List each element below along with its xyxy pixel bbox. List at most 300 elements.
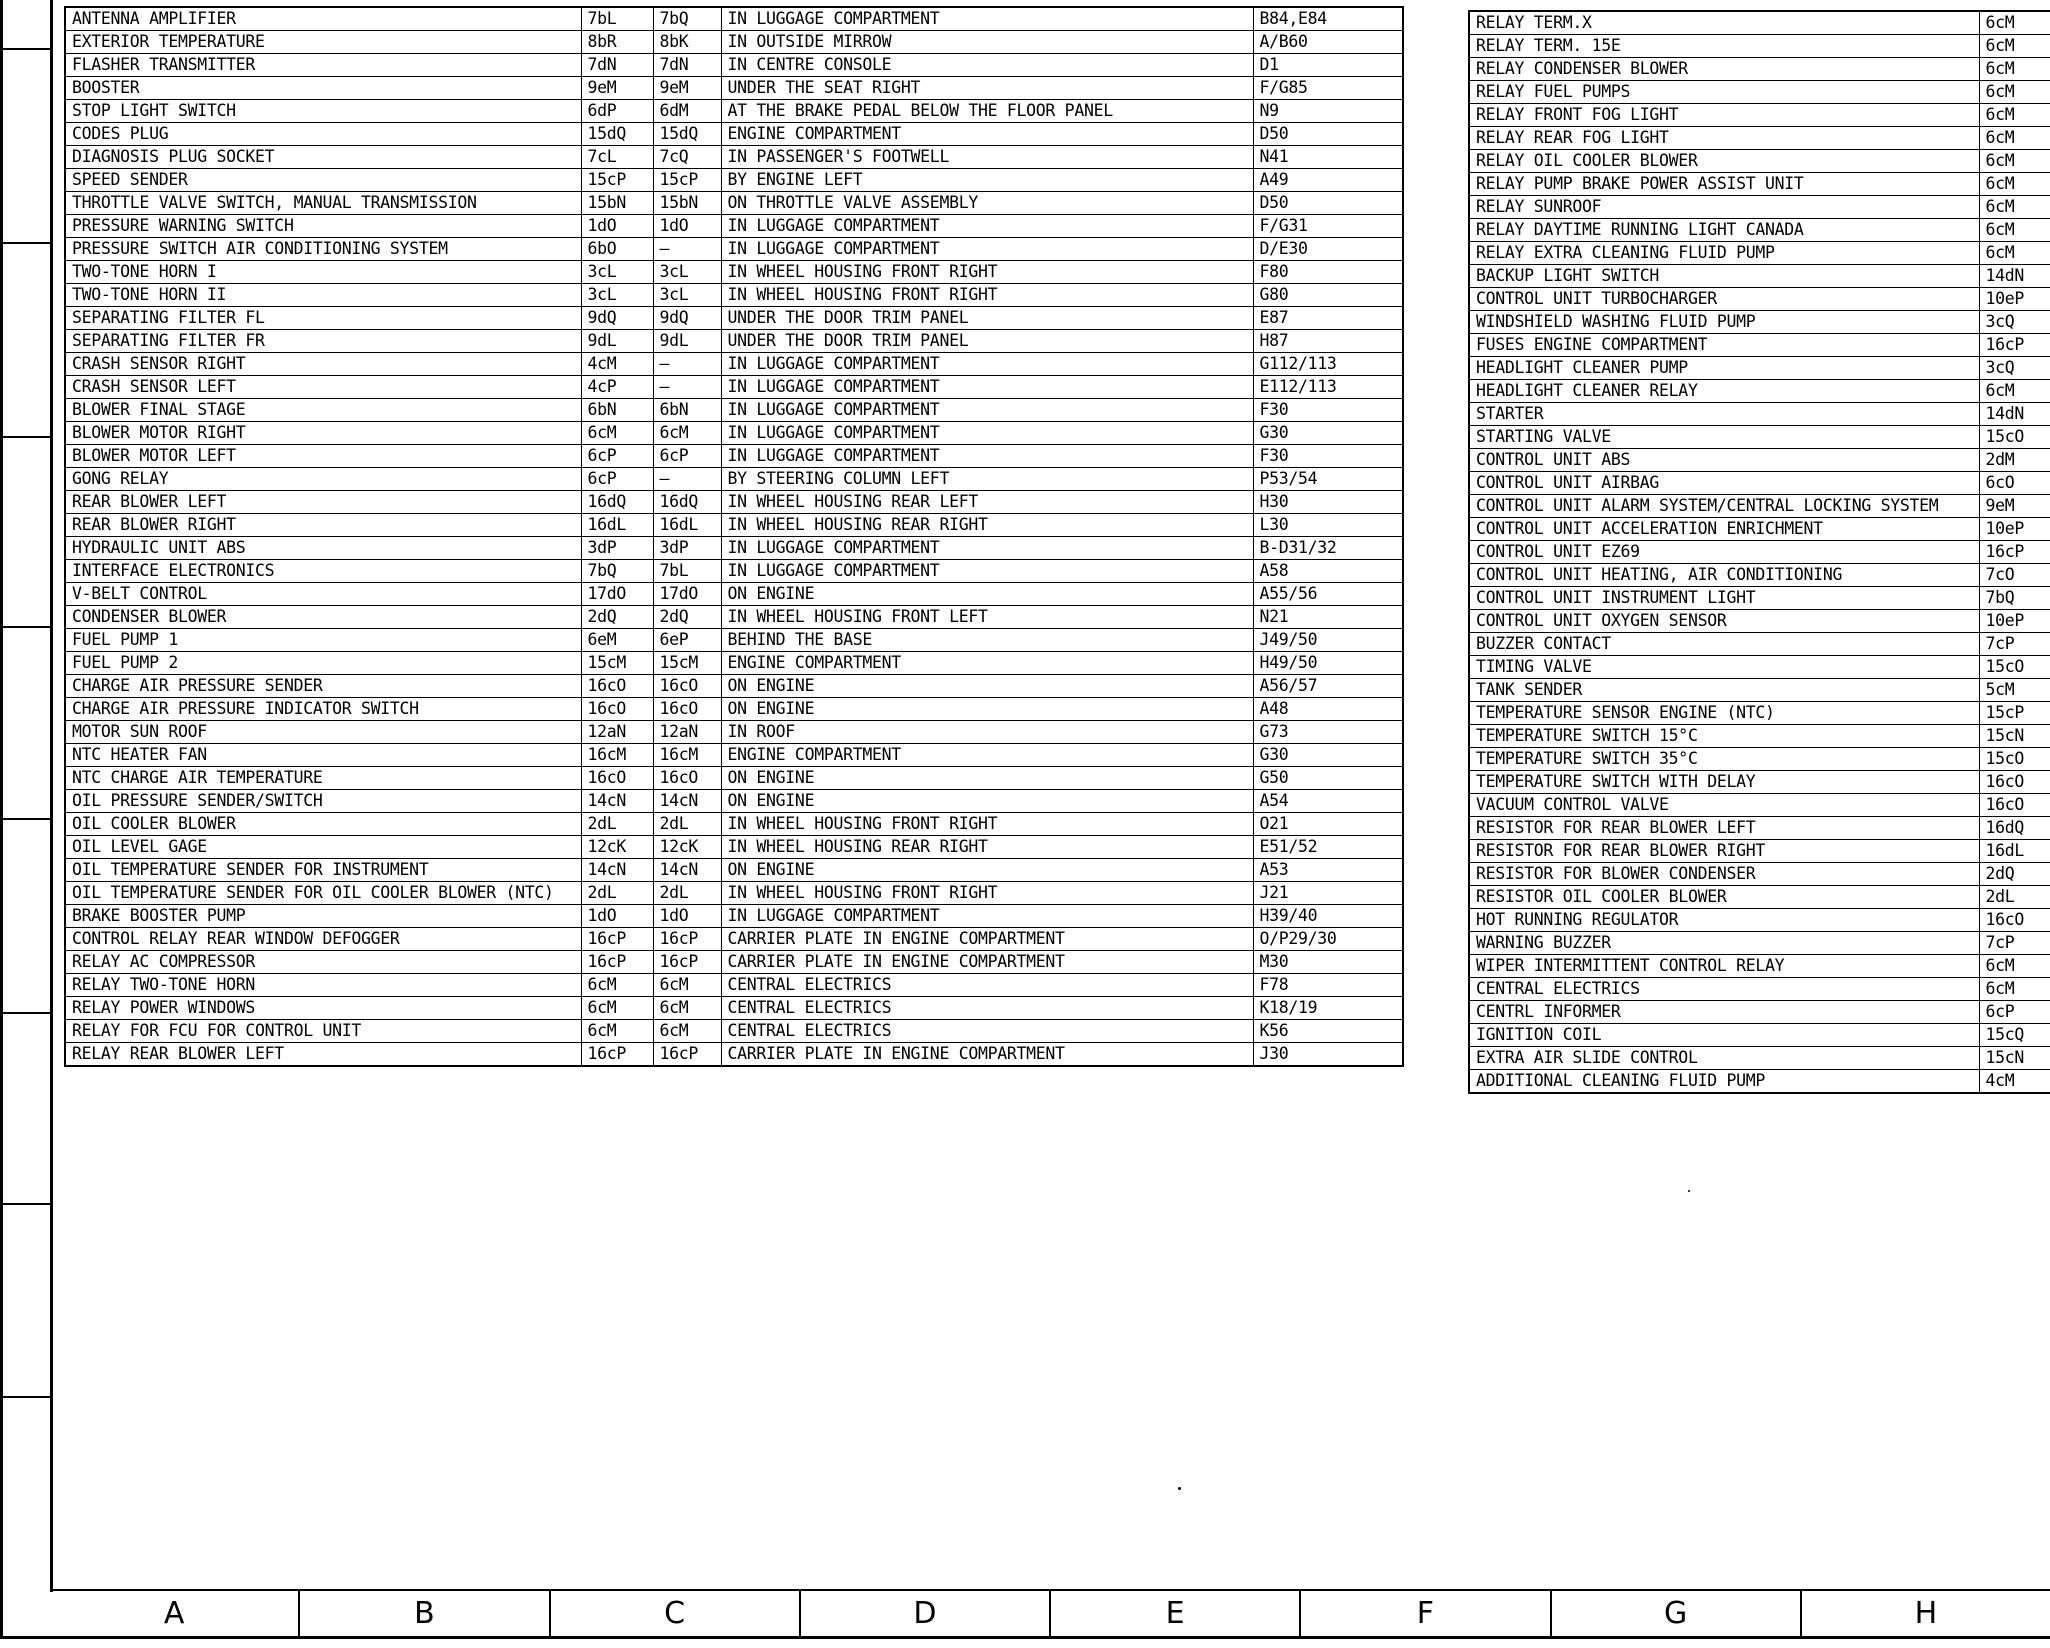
- grid-ref-cell: 3cQ: [1979, 357, 2050, 380]
- grid-ref-alt-cell: 1dO: [653, 905, 721, 928]
- connector-cell: A48: [1253, 698, 1403, 721]
- grid-ref-cell: 15bN: [581, 192, 653, 215]
- grid-ref-cell: 6eM: [581, 629, 653, 652]
- grid-ref-cell: 16dQ: [1979, 817, 2050, 840]
- connector-cell: J21: [1253, 882, 1403, 905]
- grid-ref-cell: 16cP: [1979, 334, 2050, 357]
- table-row: [65, 330, 1403, 353]
- table-row: [1469, 702, 2050, 725]
- grid-ref-cell: 6cM: [1979, 104, 2050, 127]
- table-row: [1469, 150, 2050, 173]
- grid-ref-cell: 6cP: [581, 445, 653, 468]
- connector-cell: G50: [1253, 767, 1403, 790]
- grid-ref-cell: 7dN: [581, 54, 653, 77]
- connector-cell: N9: [1253, 100, 1403, 123]
- component-name-cell: CONTROL RELAY REAR WINDOW DEFOGGER: [65, 928, 581, 951]
- grid-ref-cell: 1dO: [581, 215, 653, 238]
- grid-ref-cell: 2dL: [581, 882, 653, 905]
- grid-ref-alt-cell: 7bL: [653, 560, 721, 583]
- component-name-cell: TANK SENDER: [1469, 679, 1979, 702]
- location-cell: IN LUGGAGE COMPARTMENT: [721, 537, 1253, 560]
- grid-ref-cell: 6dP: [581, 100, 653, 123]
- component-name-cell: CRASH SENSOR LEFT: [65, 376, 581, 399]
- grid-ref-cell: 6cM: [581, 997, 653, 1020]
- table-row: [1469, 610, 2050, 633]
- location-cell: IN OUTSIDE MIRROW: [721, 31, 1253, 54]
- grid-ref-cell: 16dL: [1979, 840, 2050, 863]
- component-name-cell: V-BELT CONTROL: [65, 583, 581, 606]
- grid-ref-alt-cell: 6cM: [653, 422, 721, 445]
- component-name-cell: TWO-TONE HORN I: [65, 261, 581, 284]
- table-row: [1469, 196, 2050, 219]
- grid-ref-cell: 15cO: [1979, 656, 2050, 679]
- location-cell: IN LUGGAGE COMPARTMENT: [721, 353, 1253, 376]
- table-row: [65, 583, 1403, 606]
- table-row: [65, 146, 1403, 169]
- grid-ref-cell: 2dQ: [1979, 863, 2050, 886]
- table-row: [1469, 472, 2050, 495]
- table-row: [65, 123, 1403, 146]
- grid-ref-alt-cell: 16cP: [653, 1043, 721, 1067]
- table-row: [65, 905, 1403, 928]
- table-row: [65, 675, 1403, 698]
- table-row: [1469, 840, 2050, 863]
- table-row: [1469, 334, 2050, 357]
- grid-ref-cell: 6cM: [1979, 11, 2050, 35]
- component-location-table-left: [64, 6, 1404, 1067]
- grid-ref-cell: 6cM: [1979, 219, 2050, 242]
- component-name-cell: CHARGE AIR PRESSURE SENDER: [65, 675, 581, 698]
- component-name-cell: CHARGE AIR PRESSURE INDICATOR SWITCH: [65, 698, 581, 721]
- grid-ref-cell: 6cM: [1979, 81, 2050, 104]
- component-name-cell: RELAY REAR FOG LIGHT: [1469, 127, 1979, 150]
- component-name-cell: TWO-TONE HORN II: [65, 284, 581, 307]
- component-name-cell: CONTROL UNIT OXYGEN SENSOR: [1469, 610, 1979, 633]
- grid-ref-cell: 2dL: [581, 813, 653, 836]
- grid-ref-cell: 6cP: [581, 468, 653, 491]
- connector-cell: G73: [1253, 721, 1403, 744]
- grid-ref-cell: 8bR: [581, 31, 653, 54]
- table-row: [65, 790, 1403, 813]
- component-name-cell: OIL LEVEL GAGE: [65, 836, 581, 859]
- location-cell: IN WHEEL HOUSING FRONT RIGHT: [721, 261, 1253, 284]
- grid-ref-alt-cell: —: [653, 353, 721, 376]
- location-cell: ON ENGINE: [721, 583, 1253, 606]
- location-cell: IN LUGGAGE COMPARTMENT: [721, 376, 1253, 399]
- location-cell: UNDER THE SEAT RIGHT: [721, 77, 1253, 100]
- table-row: [1469, 173, 2050, 196]
- grid-ref-alt-cell: 3cL: [653, 284, 721, 307]
- component-name-cell: REAR BLOWER RIGHT: [65, 514, 581, 537]
- table-row: [1469, 357, 2050, 380]
- table-row: [65, 974, 1403, 997]
- table-row: [1469, 35, 2050, 58]
- connector-cell: J30: [1253, 1043, 1403, 1067]
- grid-ref-cell: 6cM: [581, 422, 653, 445]
- margin-tick: [0, 436, 50, 438]
- table-row: [65, 629, 1403, 652]
- grid-ref-cell: 6cM: [1979, 978, 2050, 1001]
- location-cell: CARRIER PLATE IN ENGINE COMPARTMENT: [721, 928, 1253, 951]
- location-cell: ENGINE COMPARTMENT: [721, 744, 1253, 767]
- connector-cell: B-D31/32: [1253, 537, 1403, 560]
- margin-tick: [0, 48, 50, 50]
- table-row: [1469, 495, 2050, 518]
- location-cell: ON THROTTLE VALVE ASSEMBLY: [721, 192, 1253, 215]
- component-name-cell: CENTRAL ELECTRICS: [1469, 978, 1979, 1001]
- grid-ref-alt-cell: 6cM: [653, 974, 721, 997]
- table-row: [65, 859, 1403, 882]
- table-row: [1469, 219, 2050, 242]
- grid-column-label: C: [551, 1591, 801, 1636]
- table-row: [1469, 978, 2050, 1001]
- table-row: [65, 7, 1403, 31]
- grid-ref-alt-cell: 16cO: [653, 767, 721, 790]
- connector-cell: N41: [1253, 146, 1403, 169]
- grid-ref-cell: 16cO: [1979, 909, 2050, 932]
- grid-ref-alt-cell: 15dQ: [653, 123, 721, 146]
- grid-ref-cell: 9dQ: [581, 307, 653, 330]
- table-row: [65, 813, 1403, 836]
- grid-ref-cell: 12aN: [581, 721, 653, 744]
- grid-ref-alt-cell: 7cQ: [653, 146, 721, 169]
- connector-cell: L30: [1253, 514, 1403, 537]
- connector-cell: A58: [1253, 560, 1403, 583]
- component-name-cell: TEMPERATURE SWITCH 15°C: [1469, 725, 1979, 748]
- table-row: [65, 284, 1403, 307]
- component-name-cell: CONDENSER BLOWER: [65, 606, 581, 629]
- stray-mark: [1688, 1190, 1690, 1192]
- grid-ref-cell: 15cM: [581, 652, 653, 675]
- table-row: [1469, 955, 2050, 978]
- grid-ref-alt-cell: 16dL: [653, 514, 721, 537]
- grid-ref-cell: 16cO: [581, 767, 653, 790]
- table-row: [1469, 518, 2050, 541]
- connector-cell: H30: [1253, 491, 1403, 514]
- grid-ref-alt-cell: 3dP: [653, 537, 721, 560]
- grid-ref-cell: 16cP: [581, 1043, 653, 1067]
- grid-ref-cell: 6cM: [1979, 58, 2050, 81]
- grid-ref-cell: 14dN: [1979, 403, 2050, 426]
- component-name-cell: RELAY TWO-TONE HORN: [65, 974, 581, 997]
- connector-cell: M30: [1253, 951, 1403, 974]
- grid-ref-cell: 6cM: [1979, 242, 2050, 265]
- table-row: [1469, 81, 2050, 104]
- grid-ref-cell: 16dQ: [581, 491, 653, 514]
- location-cell: CENTRAL ELECTRICS: [721, 974, 1253, 997]
- grid-ref-alt-cell: 6eP: [653, 629, 721, 652]
- grid-ref-alt-cell: 15bN: [653, 192, 721, 215]
- component-name-cell: BUZZER CONTACT: [1469, 633, 1979, 656]
- grid-ref-cell: 1dO: [581, 905, 653, 928]
- connector-cell: H49/50: [1253, 652, 1403, 675]
- component-name-cell: HEADLIGHT CLEANER RELAY: [1469, 380, 1979, 403]
- location-cell: ON ENGINE: [721, 790, 1253, 813]
- table-row: [1469, 1024, 2050, 1047]
- grid-ref-alt-cell: 9dL: [653, 330, 721, 353]
- grid-column-label: G: [1552, 1591, 1802, 1636]
- component-name-cell: RELAY REAR BLOWER LEFT: [65, 1043, 581, 1067]
- table-row: [65, 951, 1403, 974]
- table-row: [1469, 564, 2050, 587]
- grid-ref-cell: 16cO: [1979, 771, 2050, 794]
- grid-ref-cell: 6cM: [1979, 173, 2050, 196]
- location-cell: CENTRAL ELECTRICS: [721, 997, 1253, 1020]
- table-row: [65, 261, 1403, 284]
- connector-cell: G112/113: [1253, 353, 1403, 376]
- component-name-cell: OIL PRESSURE SENDER/SWITCH: [65, 790, 581, 813]
- component-name-cell: REAR BLOWER LEFT: [65, 491, 581, 514]
- location-cell: IN CENTRE CONSOLE: [721, 54, 1253, 77]
- grid-ref-cell: 14cN: [581, 790, 653, 813]
- component-name-cell: NTC CHARGE AIR TEMPERATURE: [65, 767, 581, 790]
- grid-column-label: F: [1301, 1591, 1551, 1636]
- table-row: [1469, 656, 2050, 679]
- grid-ref-cell: 10eP: [1979, 610, 2050, 633]
- grid-ref-cell: 6cP: [1979, 1001, 2050, 1024]
- grid-ref-alt-cell: 2dL: [653, 882, 721, 905]
- grid-ref-cell: 16cO: [581, 675, 653, 698]
- component-name-cell: SEPARATING FILTER FR: [65, 330, 581, 353]
- location-cell: IN LUGGAGE COMPARTMENT: [721, 560, 1253, 583]
- component-name-cell: TIMING VALVE: [1469, 656, 1979, 679]
- table-row: [1469, 1070, 2050, 1094]
- table-row: [1469, 863, 2050, 886]
- grid-ref-cell: 6cM: [1979, 150, 2050, 173]
- location-cell: BY STEERING COLUMN LEFT: [721, 468, 1253, 491]
- margin-tick: [0, 626, 50, 628]
- table-row: [1469, 725, 2050, 748]
- connector-cell: F78: [1253, 974, 1403, 997]
- location-cell: IN LUGGAGE COMPARTMENT: [721, 422, 1253, 445]
- component-name-cell: BACKUP LIGHT SWITCH: [1469, 265, 1979, 288]
- table-row: [1469, 242, 2050, 265]
- component-name-cell: RELAY SUNROOF: [1469, 196, 1979, 219]
- grid-ref-cell: 16dL: [581, 514, 653, 537]
- component-name-cell: TEMPERATURE SWITCH 35°C: [1469, 748, 1979, 771]
- component-name-cell: BLOWER MOTOR RIGHT: [65, 422, 581, 445]
- component-name-cell: HOT RUNNING REGULATOR: [1469, 909, 1979, 932]
- connector-cell: H39/40: [1253, 905, 1403, 928]
- connector-cell: D50: [1253, 192, 1403, 215]
- location-cell: IN WHEEL HOUSING FRONT RIGHT: [721, 284, 1253, 307]
- component-name-cell: STOP LIGHT SWITCH: [65, 100, 581, 123]
- grid-ref-alt-cell: 6cM: [653, 997, 721, 1020]
- connector-cell: H87: [1253, 330, 1403, 353]
- grid-ref-cell: 2dL: [1979, 886, 2050, 909]
- component-name-cell: NTC HEATER FAN: [65, 744, 581, 767]
- connector-cell: G30: [1253, 744, 1403, 767]
- connector-cell: O/P29/30: [1253, 928, 1403, 951]
- grid-ref-alt-cell: 16cO: [653, 675, 721, 698]
- location-cell: ENGINE COMPARTMENT: [721, 123, 1253, 146]
- grid-ref-cell: 7cO: [1979, 564, 2050, 587]
- component-name-cell: RELAY FRONT FOG LIGHT: [1469, 104, 1979, 127]
- component-name-cell: FUEL PUMP 1: [65, 629, 581, 652]
- connector-cell: F30: [1253, 445, 1403, 468]
- grid-ref-cell: 6cM: [1979, 35, 2050, 58]
- component-name-cell: EXTRA AIR SLIDE CONTROL: [1469, 1047, 1979, 1070]
- component-name-cell: CONTROL UNIT EZ69: [1469, 541, 1979, 564]
- table-row: [65, 422, 1403, 445]
- table-row: [65, 721, 1403, 744]
- margin-tick: [0, 1396, 50, 1398]
- location-cell: IN WHEEL HOUSING FRONT RIGHT: [721, 882, 1253, 905]
- table-row: [1469, 127, 2050, 150]
- table-row: [65, 31, 1403, 54]
- component-name-cell: CONTROL UNIT ACCELERATION ENRICHMENT: [1469, 518, 1979, 541]
- table-row: [1469, 11, 2050, 35]
- table-row: [1469, 104, 2050, 127]
- table-row: [65, 560, 1403, 583]
- component-name-cell: RELAY FUEL PUMPS: [1469, 81, 1979, 104]
- location-cell: IN LUGGAGE COMPARTMENT: [721, 399, 1253, 422]
- location-cell: CENTRAL ELECTRICS: [721, 1020, 1253, 1043]
- grid-column-label: H: [1914, 1596, 1938, 1631]
- connector-cell: A53: [1253, 859, 1403, 882]
- component-name-cell: MOTOR SUN ROOF: [65, 721, 581, 744]
- grid-ref-cell: 14cN: [581, 859, 653, 882]
- grid-ref-cell: 16cO: [1979, 794, 2050, 817]
- grid-ref-cell: 9dL: [581, 330, 653, 353]
- component-name-cell: RELAY PUMP BRAKE POWER ASSIST UNIT: [1469, 173, 1979, 196]
- table-row: [1469, 288, 2050, 311]
- connector-cell: A56/57: [1253, 675, 1403, 698]
- table-row: [65, 514, 1403, 537]
- component-name-cell: CONTROL UNIT INSTRUMENT LIGHT: [1469, 587, 1979, 610]
- table-row: [65, 238, 1403, 261]
- table-row: [65, 376, 1403, 399]
- component-name-cell: RELAY CONDENSER BLOWER: [1469, 58, 1979, 81]
- grid-ref-cell: 15cQ: [1979, 1024, 2050, 1047]
- table-row: [65, 744, 1403, 767]
- table-row: [1469, 771, 2050, 794]
- connector-cell: P53/54: [1253, 468, 1403, 491]
- grid-ref-cell: 4cP: [581, 376, 653, 399]
- component-name-cell: OIL COOLER BLOWER: [65, 813, 581, 836]
- component-name-cell: DIAGNOSIS PLUG SOCKET: [65, 146, 581, 169]
- location-cell: UNDER THE DOOR TRIM PANEL: [721, 307, 1253, 330]
- grid-ref-cell: 10eP: [1979, 518, 2050, 541]
- margin-tick: [0, 818, 50, 820]
- component-name-cell: PRESSURE SWITCH AIR CONDITIONING SYSTEM: [65, 238, 581, 261]
- table-row: [1469, 403, 2050, 426]
- connector-cell: F80: [1253, 261, 1403, 284]
- table-row: [1469, 380, 2050, 403]
- grid-ref-cell: 6bO: [581, 238, 653, 261]
- table-row: [1469, 426, 2050, 449]
- location-cell: BY ENGINE LEFT: [721, 169, 1253, 192]
- grid-ref-alt-cell: 2dL: [653, 813, 721, 836]
- grid-column-label: D: [801, 1591, 1051, 1636]
- component-name-cell: VACUUM CONTROL VALVE: [1469, 794, 1979, 817]
- component-name-cell: GONG RELAY: [65, 468, 581, 491]
- margin-tick: [0, 1203, 50, 1205]
- component-name-cell: TEMPERATURE SWITCH WITH DELAY: [1469, 771, 1979, 794]
- grid-ref-alt-cell: 12cK: [653, 836, 721, 859]
- stray-mark: [1178, 1487, 1181, 1490]
- grid-ref-cell: 7cP: [1979, 633, 2050, 656]
- table-row: [1469, 886, 2050, 909]
- grid-ref-alt-cell: 12aN: [653, 721, 721, 744]
- table-row: [65, 307, 1403, 330]
- location-cell: IN WHEEL HOUSING REAR LEFT: [721, 491, 1253, 514]
- component-name-cell: BOOSTER: [65, 77, 581, 100]
- grid-ref-cell: 15cP: [1979, 702, 2050, 725]
- grid-ref-cell: 3dP: [581, 537, 653, 560]
- component-name-cell: WARNING BUZZER: [1469, 932, 1979, 955]
- connector-cell: G80: [1253, 284, 1403, 307]
- table-row: [1469, 679, 2050, 702]
- component-name-cell: ANTENNA AMPLIFIER: [65, 7, 581, 31]
- grid-ref-cell: 15cN: [1979, 1047, 2050, 1070]
- grid-ref-cell: 5cM: [1979, 679, 2050, 702]
- connector-cell: B84,E84: [1253, 7, 1403, 31]
- connector-cell: O21: [1253, 813, 1403, 836]
- location-cell: ON ENGINE: [721, 698, 1253, 721]
- grid-ref-alt-cell: 8bK: [653, 31, 721, 54]
- grid-ref-cell: 7bQ: [1979, 587, 2050, 610]
- table-row: [65, 77, 1403, 100]
- component-name-cell: TEMPERATURE SENSOR ENGINE (NTC): [1469, 702, 1979, 725]
- connector-cell: D1: [1253, 54, 1403, 77]
- component-name-cell: BRAKE BOOSTER PUMP: [65, 905, 581, 928]
- component-name-cell: IGNITION COIL: [1469, 1024, 1979, 1047]
- location-cell: IN LUGGAGE COMPARTMENT: [721, 445, 1253, 468]
- component-name-cell: RELAY POWER WINDOWS: [65, 997, 581, 1020]
- connector-cell: G30: [1253, 422, 1403, 445]
- table-row: [65, 491, 1403, 514]
- grid-ref-alt-cell: 15cM: [653, 652, 721, 675]
- table-row: [65, 1020, 1403, 1043]
- location-cell: ON ENGINE: [721, 859, 1253, 882]
- grid-ref-cell: 16cP: [581, 928, 653, 951]
- table-row: [65, 836, 1403, 859]
- grid-ref-cell: 3cQ: [1979, 311, 2050, 334]
- connector-cell: E87: [1253, 307, 1403, 330]
- grid-ref-cell: 16cP: [581, 951, 653, 974]
- location-cell: UNDER THE DOOR TRIM PANEL: [721, 330, 1253, 353]
- table-row: [1469, 587, 2050, 610]
- location-cell: IN LUGGAGE COMPARTMENT: [721, 238, 1253, 261]
- connector-cell: K56: [1253, 1020, 1403, 1043]
- location-cell: ENGINE COMPARTMENT: [721, 652, 1253, 675]
- component-name-cell: RELAY OIL COOLER BLOWER: [1469, 150, 1979, 173]
- grid-ref-cell: 6cM: [1979, 196, 2050, 219]
- table-row: [65, 882, 1403, 905]
- grid-ref-alt-cell: 6bN: [653, 399, 721, 422]
- grid-ref-cell: 4cM: [1979, 1070, 2050, 1094]
- frame-bottom-outer: [0, 1636, 2050, 1639]
- component-name-cell: CENTRL INFORMER: [1469, 1001, 1979, 1024]
- grid-ref-alt-cell: —: [653, 376, 721, 399]
- grid-ref-alt-cell: 6dM: [653, 100, 721, 123]
- table-row: [1469, 58, 2050, 81]
- table-row: [65, 997, 1403, 1020]
- connector-cell: K18/19: [1253, 997, 1403, 1020]
- table-row: [65, 100, 1403, 123]
- grid-ref-alt-cell: 6cM: [653, 1020, 721, 1043]
- connector-cell: E51/52: [1253, 836, 1403, 859]
- grid-ref-cell: 15dQ: [581, 123, 653, 146]
- component-location-table-right: [1468, 10, 2050, 1094]
- component-name-cell: PRESSURE WARNING SWITCH: [65, 215, 581, 238]
- component-name-cell: THROTTLE VALVE SWITCH, MANUAL TRANSMISSION: [65, 192, 581, 215]
- component-name-cell: FLASHER TRANSMITTER: [65, 54, 581, 77]
- table-row: [65, 215, 1403, 238]
- component-name-cell: CONTROL UNIT AIRBAG: [1469, 472, 1979, 495]
- component-name-cell: SPEED SENDER: [65, 169, 581, 192]
